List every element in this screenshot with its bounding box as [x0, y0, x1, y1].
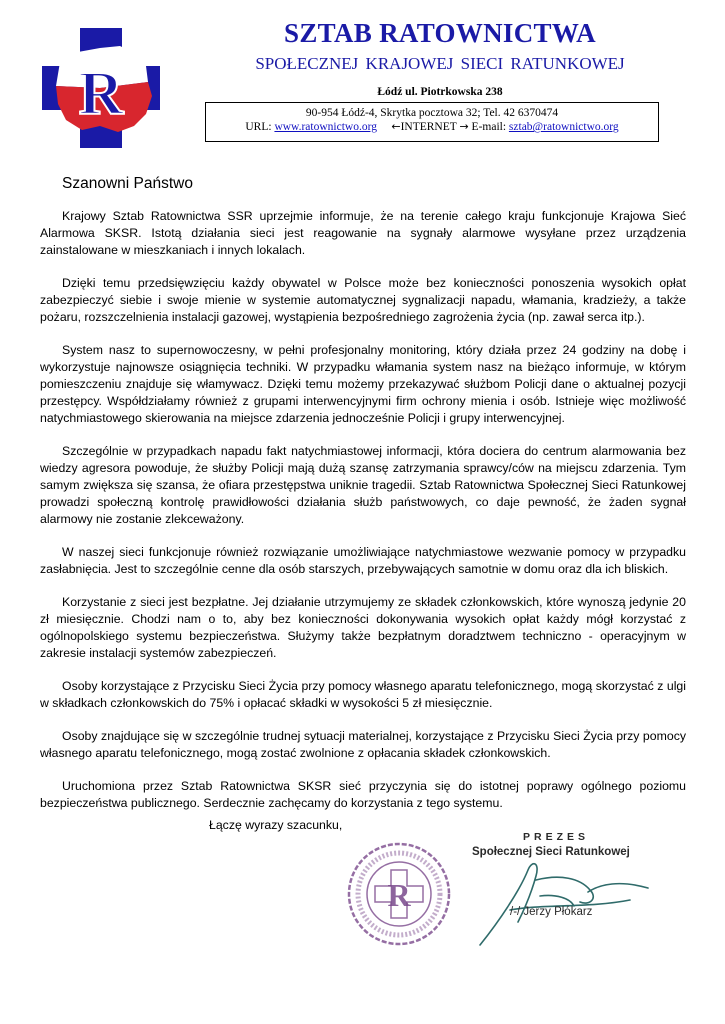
closing-phrase: Łączę wyrazy szacunku, — [209, 818, 343, 832]
email-link[interactable]: sztab@ratownictwo.org — [508, 121, 619, 133]
contact-postal-phone: 90-954 Łódź-4, Skrytka pocztowa 32; Tel. 42 6370474 — [305, 107, 559, 119]
signatory-name: /-/ Jerzy Płókarz — [510, 906, 593, 918]
paragraph: Krajowy Sztab Ratownictwa SSR uprzejmie informuje, że na terenie całego kraju funkcjonuje Krajowa Sieć Alarmowa SKSR. Istotą działania sieci jest reagowanie na sygnały alarmowe wysyłane przez urządzenia zainstalowane w mieszkaniach i innych lokalach. — [40, 209, 686, 257]
email-label: E-mail: — [471, 121, 507, 133]
paragraph: System nasz to supernowoczesny, w pełni profesjonalny monitoring, który działa przez 24 godziny na dobę i wykorzystuje najnowsze osiągnięcia techniki. W przypadku włamania system nasz na bieżąco informuje, w którym pomieszczeniu znajduje się włamywacz. Dzięki temu możemy przekazywać służbom Policji dane o aktualnej pozycji przestępcy. Współdziałamy również z grupami interwencyjnymi firm ochrony mienia i osób. Istnieje więc możliwość natychmiastowego skierowania na miejsce zdarzenia jednocześnie Policji i grupy interwencyjnej. — [40, 343, 686, 425]
paragraph: Osoby korzystające z Przycisku Sieci Życia przy pomocy własnego aparatu telefonicznego, mogą skorzystać z ulgi w składkach członkowskich do 75% i opłacać składki w wysokości 5 zł miesięcznie. — [40, 679, 686, 710]
signature-stroke — [480, 864, 648, 945]
arrow-left-icon: ← — [391, 120, 401, 133]
round-stamp — [345, 840, 453, 948]
org-address: Łódź ul. Piotrkowska 238 — [377, 86, 503, 98]
arrow-right-icon: → — [459, 120, 469, 133]
paragraph: Uruchomiona przez Sztab Ratownictwa SKSR sieć przyczynia się do istotnej poprawy ogólnego poziomu bezpieczeństwa publicznego. Serdecznie zachęcamy do korzystania z tego systemu. — [40, 779, 686, 810]
letter-body — [40, 208, 686, 828]
org-subtitle: SPOŁECZNEJ KRAJOWEJ SIECI RATUNKOWEJ — [255, 54, 625, 73]
website-link[interactable]: www.ratownictwo.org — [274, 121, 377, 133]
org-title: SZTAB RATOWNICTWA — [284, 18, 596, 48]
handwritten-signature — [470, 850, 650, 950]
url-label: URL: — [245, 121, 272, 133]
internet-label: INTERNET — [400, 121, 457, 133]
contact-box — [205, 102, 659, 142]
stamp-letter: R — [387, 877, 411, 913]
signatory-title: PREZES — [523, 831, 590, 843]
paragraph: Dzięki temu przedsięwzięciu każdy obywatel w Polsce może bez konieczności ponoszenia wysokich opłat zabezpieczyć siebie i swoje mienie w systemie automatycznej sygnalizacji napadu, włamania, kradzieży, a także pożaru, rozszczelnienia instalacji gazowej, wystąpienia bezpośredniego zagrożenia życia (np. zawał serca itp.). — [40, 276, 686, 324]
contact-web-email — [206, 120, 658, 133]
signatory-organization: Społecznej Sieci Ratunkowej — [472, 846, 630, 858]
paragraph: Korzystanie z sieci jest bezpłatne. Jej działanie utrzymujemy ze składek członkowskich, które wynoszą jedynie 20 zł miesięcznie. Chodzi nam o to, aby bez konieczności dokonywania wysokich opłat każdy mógł korzystać z ogólnopolskiego systemu bezpieczeństwa. Służymy także bezpłatnym doradztwem techniczno - operacyjnym w zakresie instalacji systemów zabezpieczeń. — [40, 595, 686, 660]
paragraph: Osoby znajdujące się w szczególnie trudnej sytuacji materialnej, korzystające z Przycisku Sieci Życia przy pomocy własnego aparatu telefonicznego, mogą zostać zwolnione z opłacania składek członkowskich. — [40, 729, 686, 760]
paragraph: Szczególnie w przypadkach napadu fakt natychmiastowej informacji, która dociera do centrum alarmowania bez wiedzy agresora powoduje, że służby Policji mają dużą szansę zatrzymania sprawcy/ców na miejscu zdarzenia. Tym samym zwiększa się szansa, że ofiara przestępstwa uniknie tragedii. Sztab Ratownictwa Społecznej Sieci Ratunkowej prowadzi społeczną kontrolę prawidłowości działania służb państwowych, co daje pewność, że żaden sygnał alarmowy nie zostanie zlekceważony. — [40, 444, 686, 526]
greeting: Szanowni Państwo — [62, 175, 193, 192]
paragraph: W naszej sieci funkcjonuje również rozwiązanie umożliwiające natychmiastowe wezwanie pomocy w przypadku zasłabnięcia. Jest to szczególnie cenne dla osób starszych, przebywających samotnie w domu oraz dla ich bliskich. — [40, 545, 686, 576]
logo-letter: R — [78, 60, 124, 128]
sztab-logo — [38, 22, 164, 154]
